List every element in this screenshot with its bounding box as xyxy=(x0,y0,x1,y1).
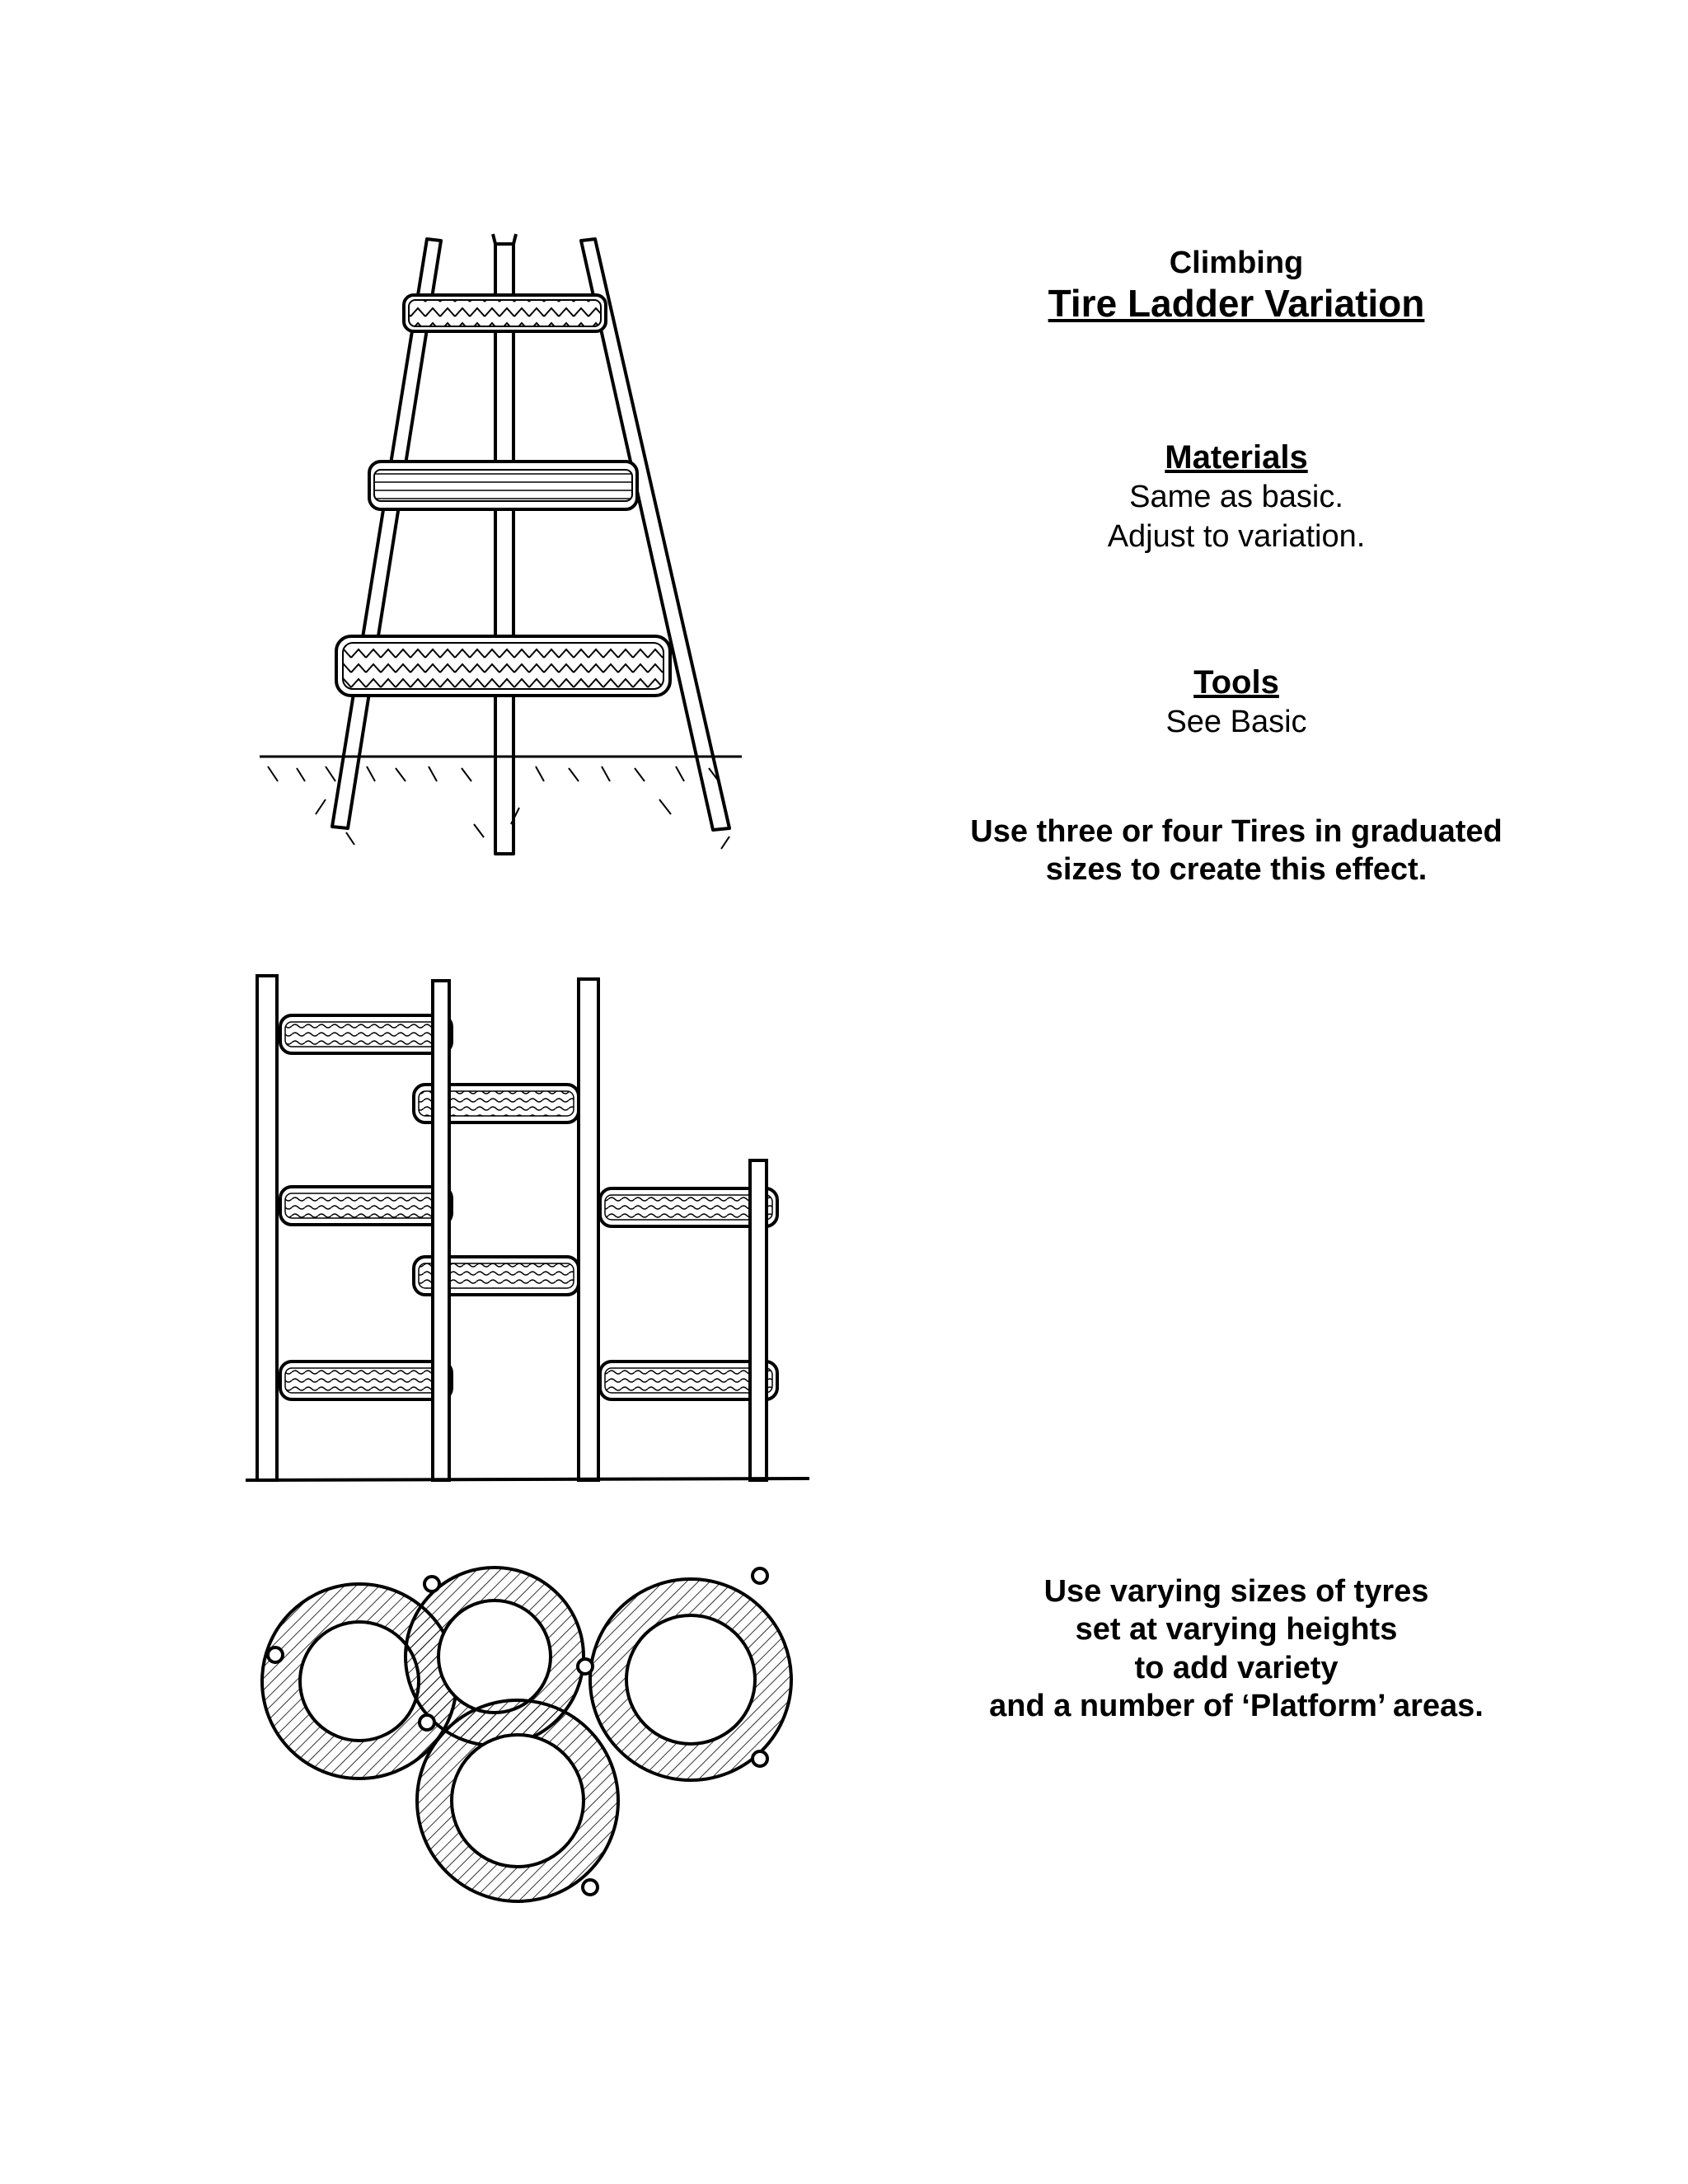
post-top-view xyxy=(753,1568,767,1583)
ladder-tire-small xyxy=(404,295,606,331)
tapered-tire-ladder-illustration xyxy=(247,231,758,874)
tools-section xyxy=(989,662,1484,743)
post-top-view xyxy=(753,1751,767,1766)
materials-heading: Materials xyxy=(1165,439,1308,476)
ladder-center-pole xyxy=(495,244,513,854)
overlapping-tires-illustration xyxy=(256,1558,799,1937)
graduated-note-line-1: Use three or four Tires in graduated xyxy=(970,814,1503,849)
varying-sizes-note xyxy=(907,1572,1566,1725)
staggered-tire xyxy=(280,1361,452,1399)
materials-line-2: Adjust to variation. xyxy=(1107,518,1366,554)
ladder-tire-large xyxy=(336,636,670,696)
tools-line-1: See Basic xyxy=(1165,705,1307,739)
varying-note-line-3: to add variety xyxy=(1134,1650,1339,1685)
page-title: Tire Ladder Variation xyxy=(1048,282,1425,325)
post-top-view xyxy=(583,1880,598,1895)
materials-line-1: Same as basic. xyxy=(1129,480,1343,514)
post-top-view xyxy=(578,1659,593,1674)
post xyxy=(433,981,449,1480)
varying-note-line-2: set at varying heights xyxy=(1075,1612,1398,1647)
post-top-view xyxy=(420,1715,434,1730)
ladder-tire-medium xyxy=(369,462,637,509)
graduated-note-line-2: sizes to create this effect. xyxy=(1045,852,1428,888)
staggered-tire-ladder-illustration xyxy=(239,972,816,1492)
tools-heading: Tools xyxy=(1193,664,1279,701)
category-label: Climbing xyxy=(1169,246,1304,280)
post xyxy=(257,976,277,1480)
materials-section xyxy=(989,437,1484,556)
graduated-sizes-note xyxy=(907,813,1566,889)
post xyxy=(750,1160,767,1480)
varying-note-line-1: Use varying sizes of tyres xyxy=(1043,1574,1429,1609)
top-view-tire xyxy=(417,1700,618,1901)
staggered-tire xyxy=(280,1015,452,1053)
post-top-view xyxy=(268,1647,283,1662)
post xyxy=(579,979,598,1480)
post-top-view xyxy=(424,1577,439,1591)
staggered-tire xyxy=(280,1187,452,1225)
varying-note-line-4: and a number of ‘Platform’ areas. xyxy=(989,1689,1484,1724)
ground xyxy=(246,1479,809,1480)
